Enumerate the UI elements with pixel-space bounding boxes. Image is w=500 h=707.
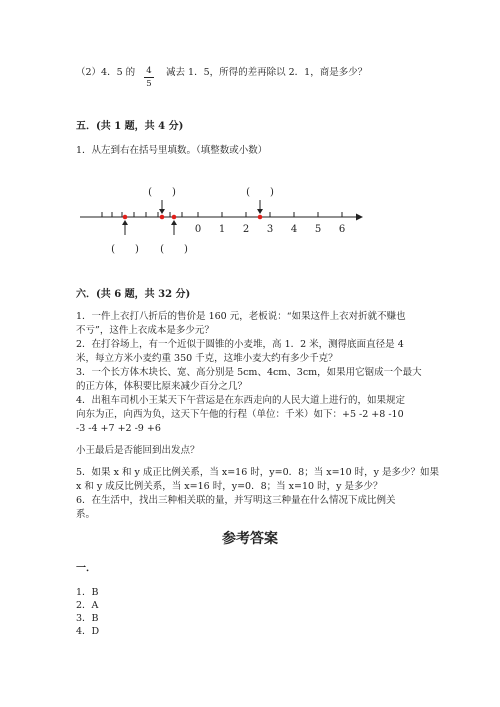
section6-line-4: 米，每立方米小麦约重 350 千克，这堆小麦大约有多少千克？ bbox=[76, 353, 338, 364]
tick-label-0: 0 bbox=[194, 224, 202, 235]
section6-line-8: 向东为正，向西为负，这天下午他的行程（单位：千米）如下：+5 -2 +8 -10 bbox=[76, 409, 404, 420]
fraction-numerator: 4 bbox=[146, 66, 152, 76]
section6-line-12: 6．在生活中，找出三种相关联的量，并写明这三种量在什么情况下成比例关 bbox=[76, 495, 396, 506]
section6-line-11: x 和 y 成反比例关系，当 x=16 时，y=0．8；当 x=10 时，y 是多少？ bbox=[76, 481, 383, 492]
answer-item-1: 1．B bbox=[76, 587, 99, 598]
blank-bottom-1: ( ) bbox=[111, 244, 139, 255]
fraction-bar bbox=[144, 77, 154, 78]
section6-line-7: 4．出租车司机小王某天下午营运是在东西走向的人民大道上进行的，如果规定 bbox=[76, 395, 406, 406]
fraction-denominator: 5 bbox=[146, 79, 152, 89]
section6-line-1: 1．一件上衣打八折后的售价是 160 元，老板说：“如果这件上衣对折就不赚也 bbox=[76, 311, 406, 322]
number-line bbox=[70, 182, 370, 260]
section6-line-2: 不亏”，这件上衣成本是多少元？ bbox=[76, 325, 214, 336]
point-d bbox=[258, 215, 263, 220]
answers-title: 参考答案 bbox=[222, 531, 278, 547]
tick-label-6: 6 bbox=[338, 224, 346, 235]
q2-prefix: （2）4．5 的 bbox=[76, 67, 136, 78]
blank-top-2: ( ) bbox=[246, 187, 274, 198]
tick-label-2: 2 bbox=[242, 224, 250, 235]
blank-top-1: ( ) bbox=[148, 187, 176, 198]
section6-line-3: 2．在打谷场上，有一个近似于圆锥的小麦堆，高 1．2 米，测得底面直径是 4 bbox=[76, 339, 404, 350]
number-line-ticks bbox=[102, 212, 342, 217]
section5-q1: 1．从左到右在括号里填数。（填整数或小数） bbox=[76, 145, 268, 156]
number-line-arrowhead bbox=[356, 214, 363, 221]
tick-label-5: 5 bbox=[314, 224, 322, 235]
blank-bottom-2: ( ) bbox=[160, 244, 188, 255]
tick-label-3: 3 bbox=[266, 224, 274, 235]
answer-item-4: 4．D bbox=[76, 626, 100, 637]
answer-item-3: 3．B bbox=[76, 613, 99, 624]
answers-section1: 一． bbox=[76, 563, 96, 574]
point-a bbox=[123, 215, 128, 220]
section5-title: 五．(共 1 题，共 4 分) bbox=[76, 121, 184, 132]
section6-q4-question: 小王最后是否能回到出发点？ bbox=[76, 445, 200, 456]
section6-line-13: 系。 bbox=[76, 509, 96, 520]
section6-line-6: 的正方体，体积要比原来减少百分之几？ bbox=[76, 381, 248, 392]
point-c bbox=[172, 215, 177, 220]
tick-label-1: 1 bbox=[218, 224, 226, 235]
section6-line-9: -3 -4 +7 +2 -9 +6 bbox=[76, 423, 161, 434]
tick-label-4: 4 bbox=[290, 224, 298, 235]
q2-suffix: 减去 1．5，所得的差再除以 2．1，商是多少？ bbox=[166, 67, 368, 78]
point-b bbox=[160, 215, 165, 220]
section6-title: 六．(共 6 题，共 32 分) bbox=[76, 289, 191, 300]
section6-line-5: 3．一个长方体木块长、宽、高分别是 5cm、4cm、3cm，如果用它锯成一个最大 bbox=[76, 367, 422, 378]
section6-line-10: 5．如果 x 和 y 成正比例关系，当 x=16 时，y=0．8；当 x=10 时，y 是多少？如果 bbox=[76, 467, 440, 478]
answer-item-2: 2．A bbox=[76, 600, 99, 611]
fraction-four-fifths bbox=[144, 66, 154, 89]
